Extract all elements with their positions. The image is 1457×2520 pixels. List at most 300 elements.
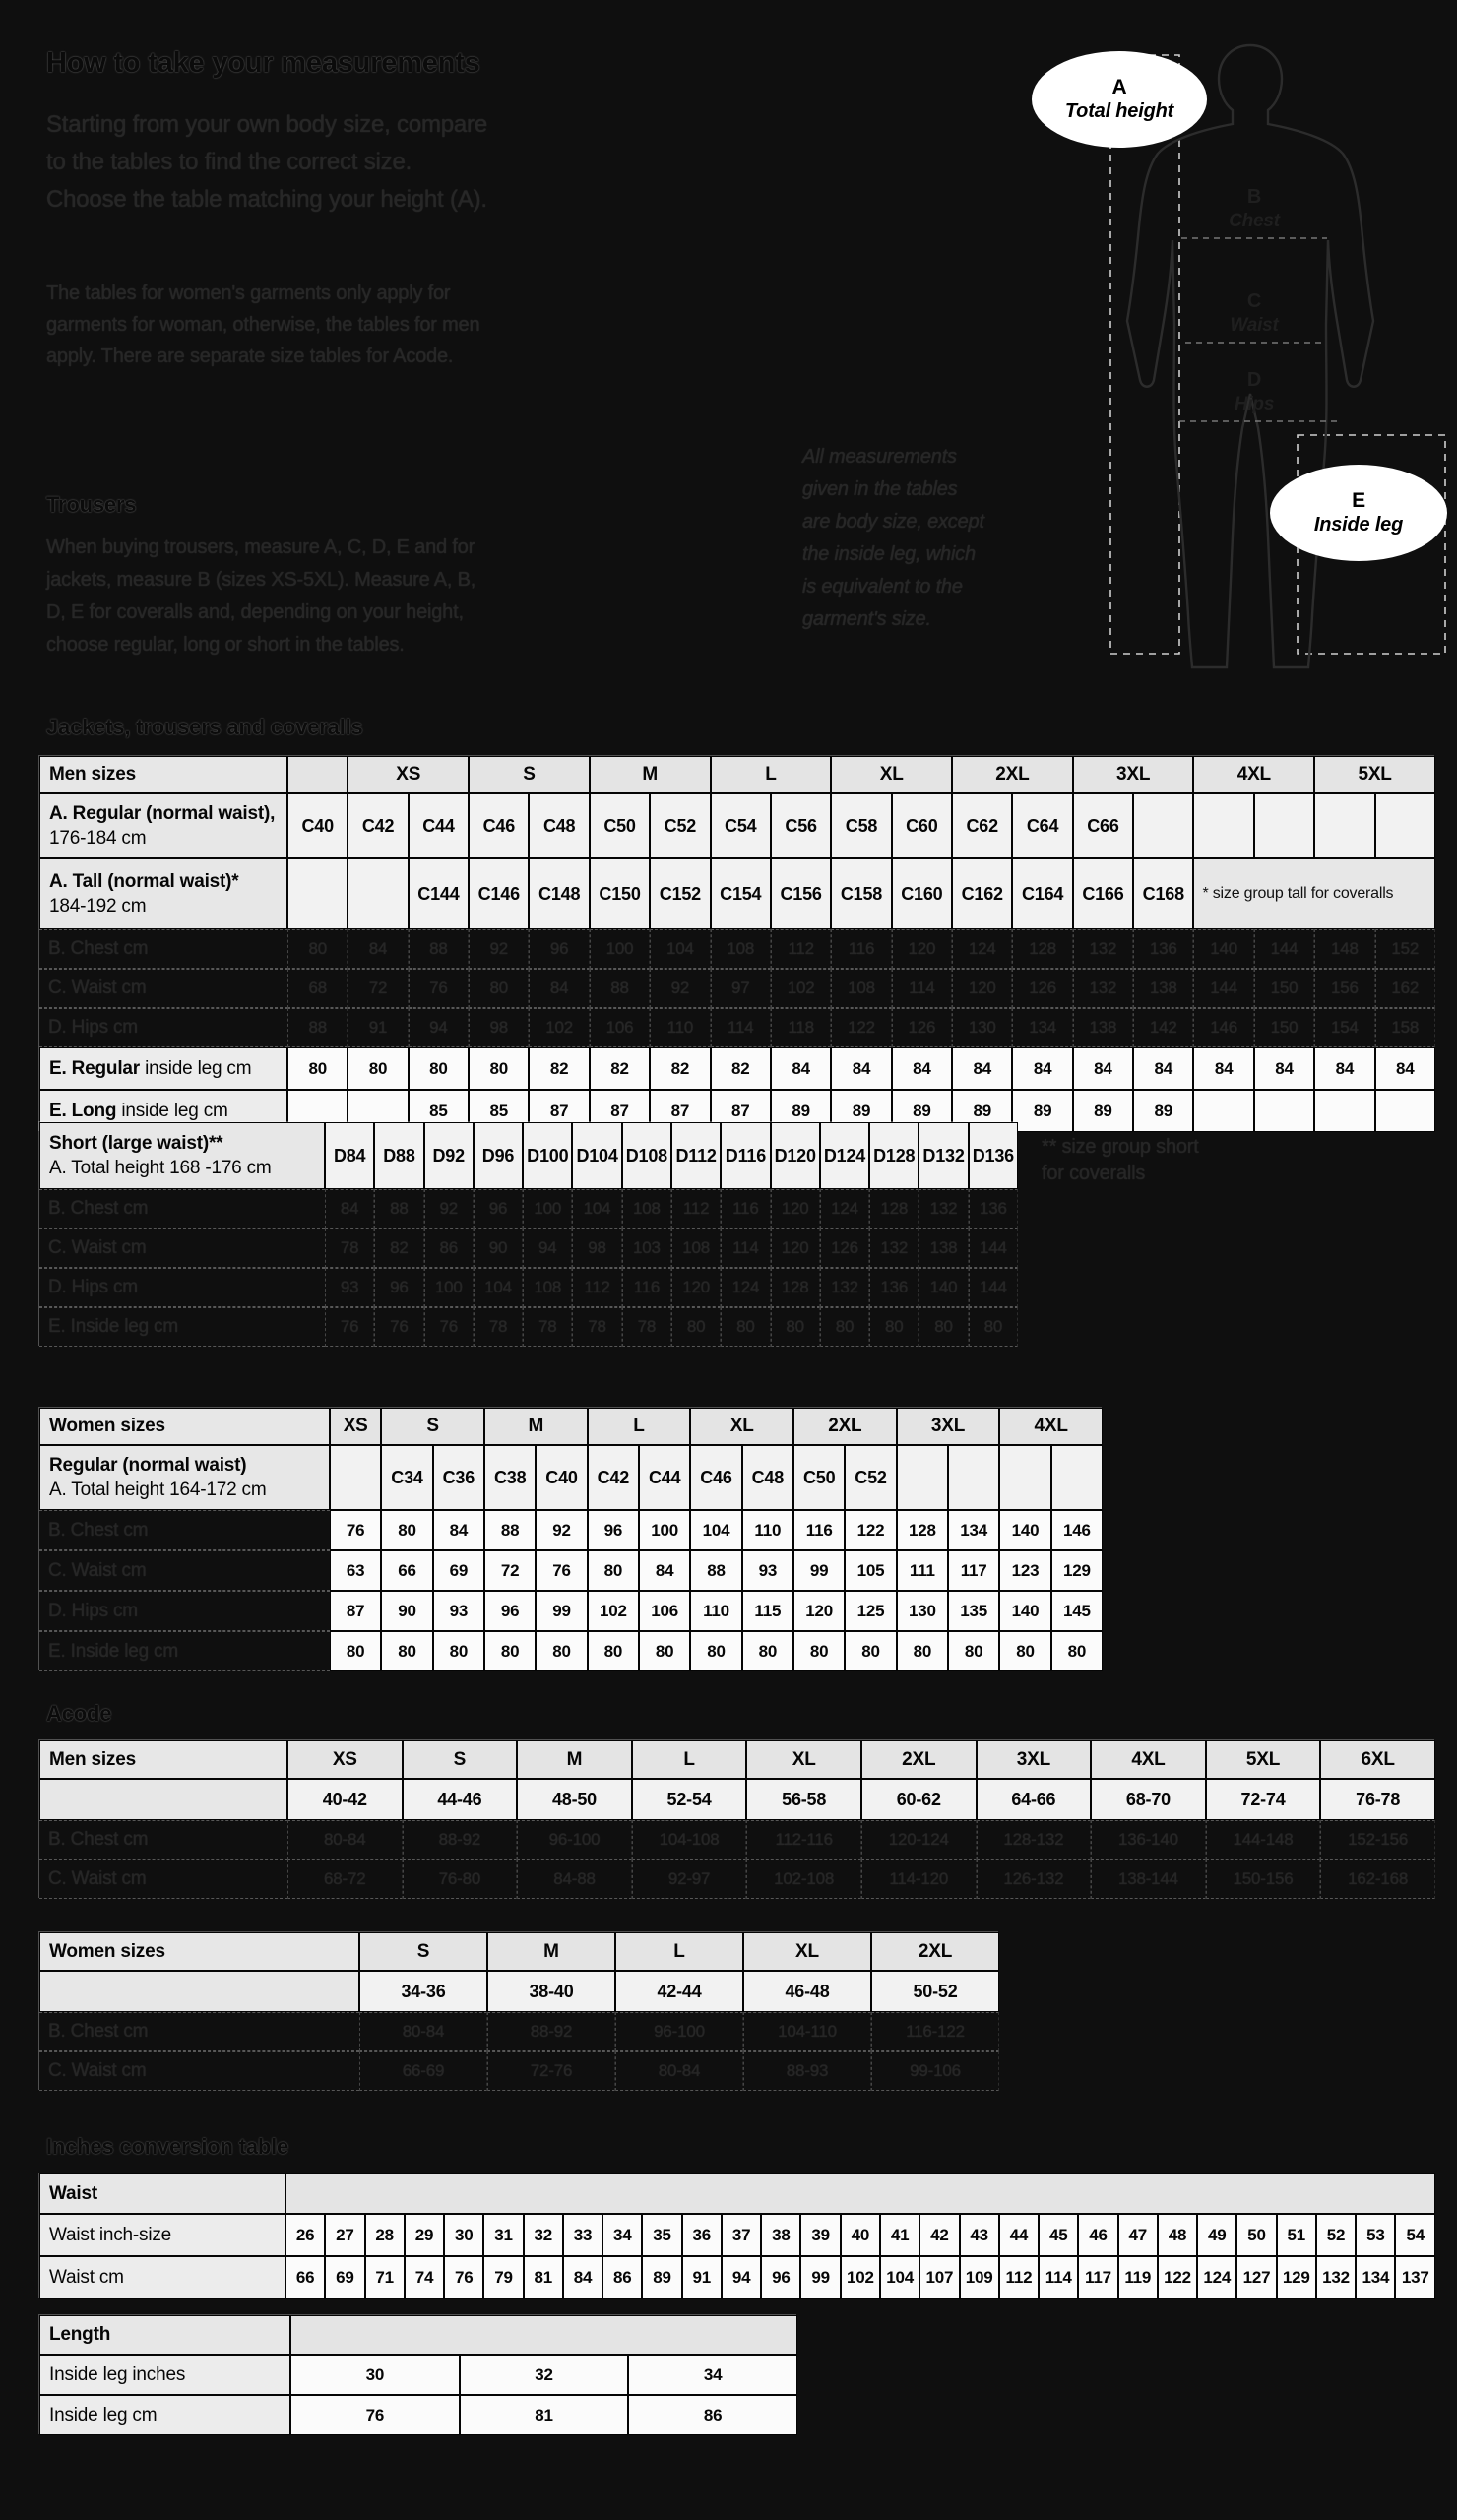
- value-cell: 150: [1254, 969, 1314, 1008]
- measurement-note: [802, 441, 984, 636]
- row-label: B. Chest cm: [39, 2012, 359, 2051]
- value-cell: 99: [800, 2256, 840, 2299]
- value-cell: C162: [952, 858, 1012, 929]
- value-cell: 4XL: [999, 1408, 1103, 1445]
- bubble-e-letter: E: [1352, 489, 1365, 513]
- value-cell: 42-44: [615, 1971, 743, 2012]
- value-cell: 2XL: [861, 1740, 977, 1779]
- value-cell: 46: [1078, 2214, 1117, 2256]
- value-cell: 104: [572, 1189, 621, 1228]
- value-cell: 88: [409, 929, 469, 969]
- table: [39, 2315, 797, 2435]
- value-cell: 80: [433, 1631, 484, 1671]
- value-cell: 90: [381, 1591, 432, 1631]
- short-large-waist-table: [39, 1122, 1018, 1347]
- value-cell: C46: [690, 1445, 741, 1510]
- value-cell: 78: [523, 1307, 572, 1347]
- value-cell: 80: [381, 1510, 432, 1550]
- value-cell: 108: [831, 969, 891, 1008]
- value-cell: 140: [1193, 929, 1253, 969]
- value-cell: 104: [474, 1268, 523, 1307]
- text-line: jackets, measure B (sizes XS-5XL). Measure A, B,: [46, 569, 476, 591]
- value-cell: 88-92: [487, 2012, 615, 2051]
- value-cell: 94: [722, 2256, 761, 2299]
- value-cell: 114: [1039, 2256, 1078, 2299]
- row-label: Waist: [39, 2174, 285, 2214]
- table-row: [39, 858, 1435, 929]
- value-cell: 80: [536, 1631, 587, 1671]
- value-cell: 115: [742, 1591, 793, 1631]
- intro-paragraph-2: [46, 278, 479, 372]
- value-cell: M: [484, 1408, 588, 1445]
- value-cell: M: [487, 1932, 615, 1971]
- value-cell: 78: [474, 1307, 523, 1347]
- value-cell: C168: [1133, 858, 1193, 929]
- value-cell: 80: [771, 1307, 820, 1347]
- value-cell: 84: [529, 969, 589, 1008]
- table-row: [39, 1859, 1435, 1899]
- value-cell: 29: [405, 2214, 444, 2256]
- value-cell: 104: [690, 1510, 741, 1550]
- value-cell: 99: [536, 1591, 587, 1631]
- value-cell: 84: [831, 1047, 891, 1090]
- inches-section-heading: Inches conversion table: [46, 2134, 289, 2159]
- value-cell: 132: [1073, 969, 1133, 1008]
- value-cell: 76: [330, 1510, 381, 1550]
- value-cell: M: [590, 756, 711, 793]
- value-cell: 33: [563, 2214, 602, 2256]
- value-cell: 100: [590, 929, 650, 969]
- table-row: [39, 2051, 999, 2091]
- value-cell: 123: [999, 1550, 1050, 1591]
- value-cell: 63: [330, 1550, 381, 1591]
- value-cell: 72-76: [487, 2051, 615, 2091]
- value-cell: XS: [287, 1740, 403, 1779]
- value-cell: L: [588, 1408, 691, 1445]
- value-cell: 82: [374, 1228, 423, 1268]
- row-label: E. Regular inside leg cm: [39, 1047, 287, 1090]
- value-cell: 120: [952, 969, 1012, 1008]
- value-cell: 84: [892, 1047, 952, 1090]
- table-row: [39, 1932, 999, 1971]
- value-cell: 114: [711, 1008, 771, 1047]
- waist-text-label: Waist: [1230, 315, 1279, 336]
- row-label: C. Waist cm: [39, 1859, 287, 1899]
- value-cell: 100: [639, 1510, 690, 1550]
- empty-cell: [948, 1445, 999, 1510]
- value-cell: 35: [642, 2214, 681, 2256]
- value-cell: 5XL: [1206, 1740, 1321, 1779]
- value-cell: 50: [1236, 2214, 1276, 2256]
- table: [39, 1408, 1103, 1671]
- value-cell: D96: [474, 1122, 523, 1189]
- empty-cell: [1375, 793, 1435, 858]
- value-cell: 89: [831, 1090, 891, 1132]
- value-cell: 78: [622, 1307, 671, 1347]
- value-cell: C42: [348, 793, 408, 858]
- value-cell: 80: [588, 1550, 639, 1591]
- value-cell: 80: [671, 1307, 721, 1347]
- value-cell: S: [359, 1932, 487, 1971]
- value-cell: 88: [590, 969, 650, 1008]
- value-cell: 43: [960, 2214, 999, 2256]
- row-label: Men sizes: [39, 756, 287, 793]
- value-cell: 56-58: [746, 1779, 861, 1820]
- row-label: C. Waist cm: [39, 1550, 330, 1591]
- value-cell: 134: [948, 1510, 999, 1550]
- value-cell: 60-62: [861, 1779, 977, 1820]
- value-cell: L: [615, 1932, 743, 1971]
- table-row: [39, 1779, 1435, 1820]
- value-cell: 120: [793, 1591, 845, 1631]
- row-label: Women sizes: [39, 1932, 359, 1971]
- value-cell: 92: [536, 1510, 587, 1550]
- value-cell: 85: [409, 1090, 469, 1132]
- value-cell: 49: [1197, 2214, 1236, 2256]
- value-cell: 80-84: [359, 2012, 487, 2051]
- value-cell: 145: [1051, 1591, 1103, 1631]
- text-line: ** size group short: [1042, 1136, 1199, 1158]
- value-cell: 136: [969, 1189, 1018, 1228]
- value-cell: 92: [469, 929, 529, 969]
- table-row: [39, 2315, 797, 2355]
- value-cell: 93: [742, 1550, 793, 1591]
- value-cell: 140: [999, 1510, 1050, 1550]
- value-cell: 78: [325, 1228, 374, 1268]
- value-cell: C56: [771, 793, 831, 858]
- value-cell: 3XL: [977, 1740, 1092, 1779]
- value-cell: 104: [650, 929, 710, 969]
- value-cell: 76: [290, 2395, 460, 2435]
- row-label: D. Hips cm: [39, 1591, 330, 1631]
- value-cell: 120: [771, 1189, 820, 1228]
- value-cell: 68-72: [287, 1859, 403, 1899]
- empty-cell: [287, 756, 348, 793]
- value-cell: 114: [721, 1228, 770, 1268]
- value-cell: 84: [952, 1047, 1012, 1090]
- value-cell: 118: [771, 1008, 831, 1047]
- value-cell: 94: [523, 1228, 572, 1268]
- bubble-e-label: Inside leg: [1313, 513, 1404, 536]
- table-row: [39, 1510, 1103, 1550]
- value-cell: 66-69: [359, 2051, 487, 2091]
- value-cell: 69: [325, 2256, 364, 2299]
- value-cell: 146: [1193, 1008, 1253, 1047]
- text-line: is equivalent to the: [802, 576, 963, 598]
- value-cell: 112: [572, 1268, 621, 1307]
- value-cell: * size group tall for coveralls: [1193, 858, 1435, 929]
- value-cell: 71: [365, 2256, 405, 2299]
- value-cell: XL: [831, 756, 952, 793]
- table-row: [39, 2256, 1435, 2299]
- row-label: E. Inside leg cm: [39, 1631, 330, 1671]
- value-cell: L: [711, 756, 832, 793]
- value-cell: 117: [948, 1550, 999, 1591]
- value-cell: 128: [1012, 929, 1072, 969]
- value-cell: 89: [952, 1090, 1012, 1132]
- value-cell: 114-120: [861, 1859, 977, 1899]
- value-cell: 116: [793, 1510, 845, 1550]
- value-cell: 126: [820, 1228, 869, 1268]
- value-cell: C40: [536, 1445, 587, 1510]
- value-cell: 87: [650, 1090, 710, 1132]
- value-cell: 80: [845, 1631, 896, 1671]
- value-cell: 94: [409, 1008, 469, 1047]
- value-cell: 89: [1073, 1090, 1133, 1132]
- text-line: D, E for coveralls and, depending on your height,: [46, 601, 464, 623]
- empty-cell: [330, 1445, 381, 1510]
- inside-leg-bubble: [1270, 465, 1447, 561]
- value-cell: 37: [722, 2214, 761, 2256]
- value-cell: C148: [529, 858, 589, 929]
- value-cell: 125: [845, 1591, 896, 1631]
- value-cell: C54: [711, 793, 771, 858]
- value-cell: 126-132: [977, 1859, 1092, 1899]
- value-cell: XL: [690, 1408, 793, 1445]
- value-cell: C152: [650, 858, 710, 929]
- value-cell: 86: [424, 1228, 474, 1268]
- value-cell: C48: [742, 1445, 793, 1510]
- value-cell: 4XL: [1193, 756, 1314, 793]
- value-cell: 53: [1356, 2214, 1395, 2256]
- value-cell: 97: [711, 969, 771, 1008]
- value-cell: 80: [469, 1047, 529, 1090]
- value-cell: 76: [424, 1307, 474, 1347]
- empty-cell: [1254, 793, 1314, 858]
- value-cell: 138-144: [1091, 1859, 1206, 1899]
- value-cell: C44: [639, 1445, 690, 1510]
- value-cell: 102-108: [746, 1859, 861, 1899]
- value-cell: 112: [999, 2256, 1039, 2299]
- value-cell: 80: [588, 1631, 639, 1671]
- body-measurement-diagram: [1024, 30, 1457, 674]
- value-cell: 154: [1314, 1008, 1374, 1047]
- table: [39, 1122, 1018, 1347]
- value-cell: 98: [572, 1228, 621, 1268]
- value-cell: 144: [969, 1228, 1018, 1268]
- value-cell: XL: [746, 1740, 861, 1779]
- value-cell: 72-74: [1206, 1779, 1321, 1820]
- value-cell: 82: [711, 1047, 771, 1090]
- value-cell: 72: [348, 969, 408, 1008]
- table-row: [39, 1408, 1103, 1445]
- waist-letter-label: C: [1246, 290, 1262, 312]
- row-label: C. Waist cm: [39, 1228, 325, 1268]
- value-cell: 76-78: [1320, 1779, 1435, 1820]
- value-cell: 85: [469, 1090, 529, 1132]
- row-label: A. Tall (normal waist)* 184-192 cm: [39, 858, 287, 929]
- value-cell: 87: [590, 1090, 650, 1132]
- table-row: [39, 2395, 797, 2435]
- value-cell: XL: [743, 1932, 871, 1971]
- value-cell: 6XL: [1320, 1740, 1435, 1779]
- value-cell: 2XL: [952, 756, 1073, 793]
- value-cell: 158: [1375, 1008, 1435, 1047]
- value-cell: 129: [1277, 2256, 1316, 2299]
- value-cell: 109: [960, 2256, 999, 2299]
- value-cell: XS: [348, 756, 469, 793]
- table-row: [39, 1550, 1103, 1591]
- value-cell: 84: [325, 1189, 374, 1228]
- value-cell: 144: [1193, 969, 1253, 1008]
- table-row: [39, 929, 1435, 969]
- value-cell: 84: [563, 2256, 602, 2299]
- value-cell: 80: [999, 1631, 1050, 1671]
- value-cell: 84: [1314, 1047, 1374, 1090]
- value-cell: 74: [405, 2256, 444, 2299]
- value-cell: 116: [721, 1189, 770, 1228]
- value-cell: 80-84: [615, 2051, 743, 2091]
- value-cell: 112-116: [746, 1820, 861, 1859]
- empty-cell: [348, 858, 408, 929]
- value-cell: 136-140: [1091, 1820, 1206, 1859]
- value-cell: 156: [1314, 969, 1374, 1008]
- value-cell: 122: [831, 1008, 891, 1047]
- value-cell: 84: [1073, 1047, 1133, 1090]
- value-cell: 84: [433, 1510, 484, 1550]
- empty-cell: [1051, 1445, 1103, 1510]
- page-title: How to take your measurements: [46, 47, 480, 79]
- trousers-heading: Trousers: [46, 492, 137, 517]
- value-cell: 137: [1395, 2256, 1435, 2299]
- value-cell: 80: [742, 1631, 793, 1671]
- value-cell: 88: [287, 1008, 348, 1047]
- value-cell: 80: [330, 1631, 381, 1671]
- value-cell: 129: [1051, 1550, 1103, 1591]
- value-cell: 87: [529, 1090, 589, 1132]
- row-label: E. Inside leg cm: [39, 1307, 325, 1347]
- value-cell: 80: [484, 1631, 536, 1671]
- value-cell: 132: [1316, 2256, 1356, 2299]
- value-cell: 52: [1316, 2214, 1356, 2256]
- value-cell: C154: [711, 858, 771, 929]
- value-cell: 96-100: [615, 2012, 743, 2051]
- value-cell: 2XL: [871, 1932, 999, 1971]
- value-cell: 69: [433, 1550, 484, 1591]
- value-cell: 110: [690, 1591, 741, 1631]
- value-cell: C160: [892, 858, 952, 929]
- value-cell: C66: [1073, 793, 1133, 858]
- value-cell: 34: [602, 2214, 642, 2256]
- value-cell: 80: [690, 1631, 741, 1671]
- value-cell: D112: [671, 1122, 721, 1189]
- value-cell: 128: [897, 1510, 948, 1550]
- value-cell: 76-80: [403, 1859, 518, 1899]
- value-cell: 2XL: [793, 1408, 897, 1445]
- value-cell: D100: [523, 1122, 572, 1189]
- value-cell: 40-42: [287, 1779, 403, 1820]
- value-cell: 108: [523, 1268, 572, 1307]
- value-cell: 162: [1375, 969, 1435, 1008]
- value-cell: 76: [325, 1307, 374, 1347]
- value-cell: 80: [897, 1631, 948, 1671]
- value-cell: 88: [484, 1510, 536, 1550]
- acode-men-sizes-table: [39, 1740, 1435, 1899]
- value-cell: 84: [771, 1047, 831, 1090]
- value-cell: 82: [650, 1047, 710, 1090]
- value-cell: D88: [374, 1122, 423, 1189]
- text-line: garment's size.: [802, 608, 931, 630]
- value-cell: 134: [1012, 1008, 1072, 1047]
- value-cell: 26: [285, 2214, 325, 2256]
- table-row: [39, 1820, 1435, 1859]
- text-line: All measurements: [802, 446, 957, 468]
- value-cell: 88: [374, 1189, 423, 1228]
- value-cell: 3XL: [1073, 756, 1194, 793]
- value-cell: 48: [1158, 2214, 1197, 2256]
- empty-cell: [1193, 1090, 1253, 1132]
- length-conversion-table: [39, 2315, 797, 2435]
- value-cell: 80: [639, 1631, 690, 1671]
- value-cell: 116-122: [871, 2012, 999, 2051]
- value-cell: 80: [409, 1047, 469, 1090]
- value-cell: 84: [1375, 1047, 1435, 1090]
- value-cell: 136: [1133, 929, 1193, 969]
- value-cell: 96: [474, 1189, 523, 1228]
- table-row: [39, 2355, 797, 2395]
- value-cell: 108: [711, 929, 771, 969]
- empty-cell: [285, 2174, 1435, 2214]
- value-cell: C144: [409, 858, 469, 929]
- value-cell: 91: [348, 1008, 408, 1047]
- value-cell: 102: [529, 1008, 589, 1047]
- value-cell: 98: [469, 1008, 529, 1047]
- value-cell: 100: [523, 1189, 572, 1228]
- value-cell: 40: [841, 2214, 880, 2256]
- value-cell: C52: [845, 1445, 896, 1510]
- row-label: Waist cm: [39, 2256, 285, 2299]
- value-cell: M: [517, 1740, 632, 1779]
- bubble-a-label: Total height: [1064, 99, 1174, 122]
- row-label: [39, 1971, 359, 2012]
- value-cell: 28: [365, 2214, 405, 2256]
- value-cell: D132: [919, 1122, 968, 1189]
- value-cell: 116: [831, 929, 891, 969]
- waist-conversion-table: [39, 2174, 1435, 2299]
- text-line: the inside leg, which: [802, 543, 976, 565]
- value-cell: 44: [999, 2214, 1039, 2256]
- value-cell: 136: [869, 1268, 919, 1307]
- value-cell: 87: [330, 1591, 381, 1631]
- value-cell: 76: [409, 969, 469, 1008]
- value-cell: 102: [771, 969, 831, 1008]
- value-cell: 84: [348, 929, 408, 969]
- value-cell: 80-84: [287, 1820, 403, 1859]
- value-cell: 112: [771, 929, 831, 969]
- value-cell: 64-66: [977, 1779, 1092, 1820]
- value-cell: 96: [529, 929, 589, 969]
- table-row: [39, 2174, 1435, 2214]
- value-cell: S: [403, 1740, 518, 1779]
- value-cell: C40: [287, 793, 348, 858]
- value-cell: 108: [622, 1189, 671, 1228]
- table-row: [39, 1591, 1103, 1631]
- value-cell: 48-50: [517, 1779, 632, 1820]
- value-cell: 138: [1073, 1008, 1133, 1047]
- table-row: [39, 1268, 1018, 1307]
- value-cell: 100: [424, 1268, 474, 1307]
- value-cell: 124: [721, 1268, 770, 1307]
- value-cell: 80: [820, 1307, 869, 1347]
- table-row: [39, 1047, 1435, 1090]
- value-cell: 114: [892, 969, 952, 1008]
- value-cell: 54: [1395, 2214, 1435, 2256]
- hips-letter-label: D: [1246, 369, 1262, 391]
- value-cell: S: [469, 756, 590, 793]
- empty-cell: [1133, 793, 1193, 858]
- empty-cell: [1193, 793, 1253, 858]
- acode-women-sizes-table: [39, 1932, 999, 2091]
